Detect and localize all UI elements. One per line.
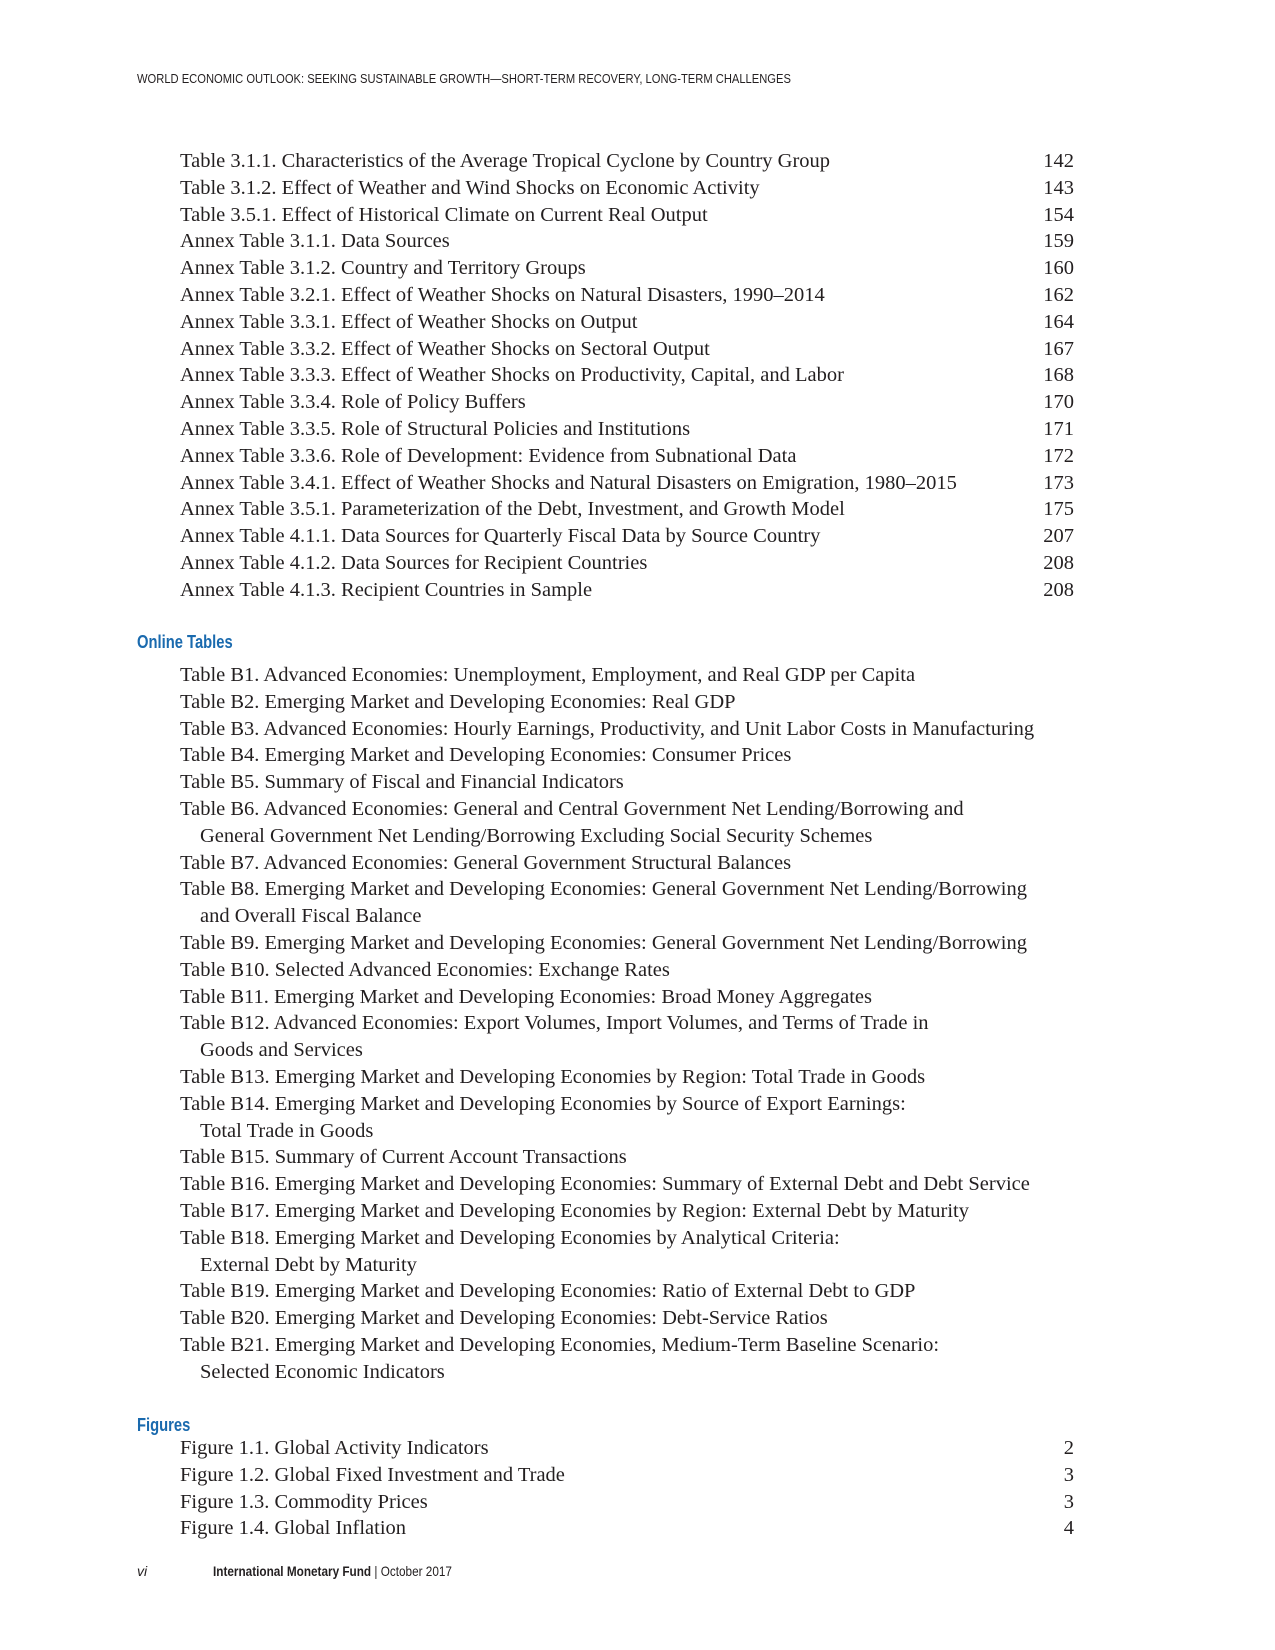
entry-title: Annex Table 3.3.1. Effect of Weather Shocks on Output [180,310,638,333]
entry-title-continuation: Selected Economic Indicators [200,1360,445,1383]
entry-page-number: 3 [1063,1463,1074,1486]
entry-title: Table B15. Summary of Current Account Transactions [180,1146,627,1169]
entry-title: Table B13. Emerging Market and Developing Economies by Region: Total Trade in Goods [180,1066,926,1088]
entry-page-number: 167 [1043,337,1074,360]
entry-title-continuation: General Government Net Lending/Borrowing Excluding Social Security Schemes [200,824,873,847]
entry-title: Annex Table 3.5.1. Parameterization of the Debt, Investment, and Growth Model [180,498,845,521]
entry-page-number: 143 [1043,176,1074,199]
entry-page-number: 2 [1063,1437,1074,1459]
entry-page-number: 4 [1063,1517,1074,1540]
entry-page-number: 154 [1043,203,1074,226]
entry-title: Table B5. Summary of Fiscal and Financial Indicators [180,771,624,794]
entry-title: Annex Table 3.3.5. Role of Structural Policies and Institutions [180,418,691,440]
entry-title: Table B9. Emerging Market and Developing Economies: General Government Net Lending/Borrowing [180,932,1028,954]
entry-title: Table B17. Emerging Market and Developing Economies by Region: External Debt by Maturity [180,1200,969,1222]
entry-title: Table B1. Advanced Economies: Unemployment, Employment, and Real GDP per Capita [180,664,916,686]
entry-title: Table B11. Emerging Market and Developing Economies: Broad Money Aggregates [180,985,872,1008]
entry-title: Table B6. Advanced Economies: General and Central Government Net Lending/Borrowing and [180,798,964,820]
entry-title-continuation: Goods and Services [200,1039,363,1062]
entry-title: Table B8. Emerging Market and Developing Economies: General Government Net Lending/Borrowing [180,878,1028,901]
entry-title: Table 3.5.1. Effect of Historical Climate on Current Real Output [180,203,708,226]
entry-title: Table B16. Emerging Market and Developing Economies: Summary of External Debt and Debt Service [180,1173,1030,1196]
entry-title-continuation: Total Trade in Goods [200,1119,374,1142]
entry-title: Table B10. Selected Advanced Economies: Exchange Rates [180,958,670,981]
entry-title: Annex Table 3.1.2. Country and Territory Groups [180,257,586,280]
entry-title: Annex Table 3.1.1. Data Sources [180,230,450,253]
entry-page-number: 168 [1043,364,1074,387]
entry-title: Table B4. Emerging Market and Developing Economies: Consumer Prices [180,744,792,767]
entry-title-continuation: External Debt by Maturity [200,1253,417,1276]
entry-page-number: 164 [1043,310,1074,333]
entry-title: Table B20. Emerging Market and Developing Economies: Debt-Service Ratios [180,1307,828,1330]
entry-title: Table B14. Emerging Market and Developing Economies by Source of Export Earnings: [180,1092,906,1115]
publisher-name: International Monetary Fund [213,1563,372,1579]
publication-line [213,1563,452,1579]
entry-title: Table B2. Emerging Market and Developing Economies: Real GDP [180,690,736,713]
entry-page-number: 159 [1043,230,1074,253]
entry-title-continuation: and Overall Fiscal Balance [200,905,422,928]
entry-page-number: 171 [1043,418,1074,440]
entry-page-number: 208 [1043,578,1074,601]
publication-date: October 2017 [380,1563,452,1579]
running-header: WORLD ECONOMIC OUTLOOK: SEEKING SUSTAINABLE GROWTH—SHORT-TERM RECOVERY, LONG-TERM CHALLENGES [137,71,791,86]
entry-title: Annex Table 4.1.2. Data Sources for Recipient Countries [180,552,648,574]
entry-title: Annex Table 3.4.1. Effect of Weather Shocks and Natural Disasters on Emigration, 1980–2015 [180,471,957,494]
entry-page-number: 160 [1043,257,1074,280]
entry-title: Annex Table 4.1.1. Data Sources for Quarterly Fiscal Data by Source Country [180,525,821,548]
entry-title: Table 3.1.1. Characteristics of the Average Tropical Cyclone by Country Group [180,150,831,172]
online-tables-heading: Online Tables [137,632,233,652]
entry-title: Figure 1.4. Global Inflation [180,1517,407,1540]
publisher-separator: | [371,1563,381,1579]
entry-title: Figure 1.3. Commodity Prices [180,1490,428,1513]
entry-title: Figure 1.1. Global Activity Indicators [180,1437,489,1459]
entry-title: Annex Table 3.2.1. Effect of Weather Shocks on Natural Disasters, 1990–2014 [180,284,825,306]
entry-title: Table 3.1.2. Effect of Weather and Wind Shocks on Economic Activity [180,176,760,199]
entry-title: Table B3. Advanced Economies: Hourly Earnings, Productivity, and Unit Labor Costs in Manufacturing [180,717,1035,740]
entry-page-number: 142 [1043,150,1074,172]
entry-page-number: 162 [1043,284,1074,306]
entry-page-number: 175 [1043,498,1074,521]
entry-title: Annex Table 4.1.3. Recipient Countries in Sample [180,578,593,601]
entry-page-number: 208 [1043,552,1074,574]
entry-page-number: 172 [1043,444,1074,467]
figures-heading: Figures [137,1415,191,1435]
entry-title: Table B12. Advanced Economies: Export Volumes, Import Volumes, and Terms of Trade in [180,1012,929,1035]
entry-title: Table B21. Emerging Market and Developing Economies, Medium-Term Baseline Scenario: [180,1334,940,1356]
entry-title: Annex Table 3.3.6. Role of Development: Evidence from Subnational Data [180,444,797,467]
entry-title: Table B19. Emerging Market and Developing Economies: Ratio of External Debt to GDP [180,1280,916,1303]
entry-title: Annex Table 3.3.2. Effect of Weather Shocks on Sectoral Output [180,337,710,360]
entry-page-number: 3 [1063,1490,1074,1513]
entry-title: Figure 1.2. Global Fixed Investment and Trade [180,1463,565,1486]
page-folio: vi [137,1563,148,1579]
entry-title: Table B7. Advanced Economies: General Government Structural Balances [180,851,792,874]
entry-page-number: 173 [1043,471,1074,494]
entry-page-number: 170 [1043,391,1074,414]
entry-page-number: 207 [1043,525,1074,548]
entry-title: Annex Table 3.3.4. Role of Policy Buffers [180,391,526,414]
entry-title: Table B18. Emerging Market and Developing Economies by Analytical Criteria: [180,1226,840,1249]
entry-title: Annex Table 3.3.3. Effect of Weather Shocks on Productivity, Capital, and Labor [180,364,844,387]
